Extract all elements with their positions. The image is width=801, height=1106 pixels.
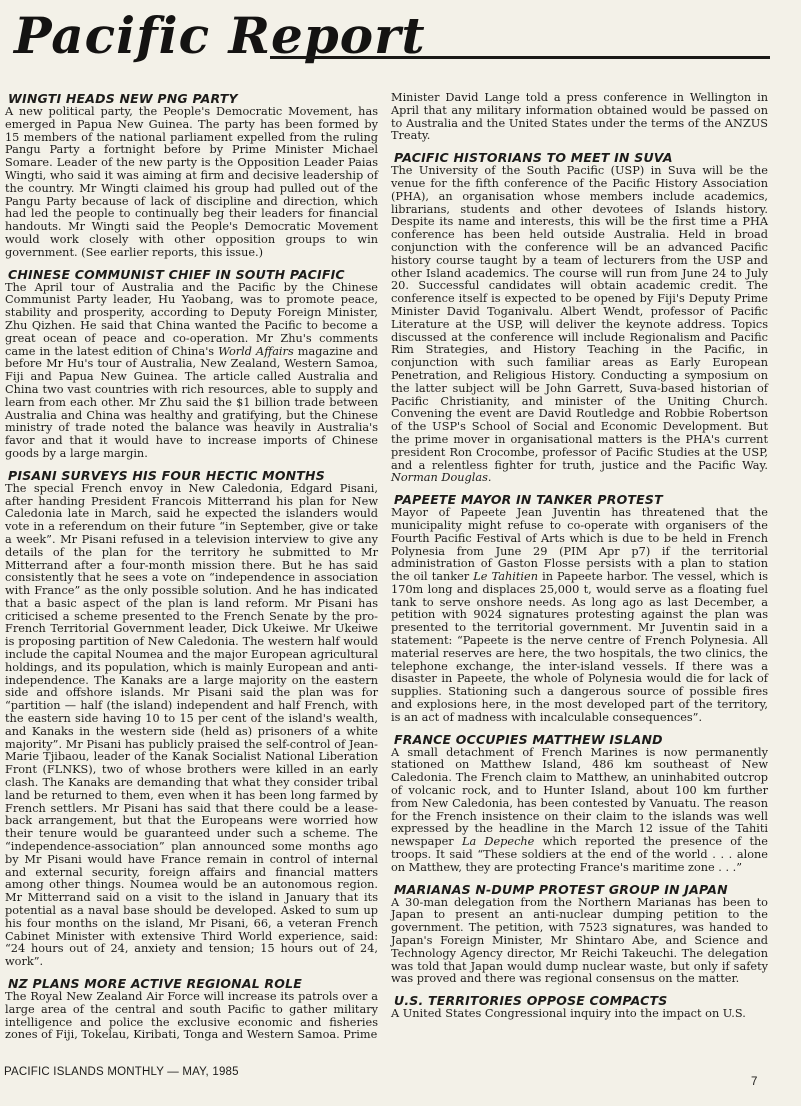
masthead-rule [270, 56, 770, 59]
body-matthew-em: La Depeche [461, 835, 535, 849]
story-nz [5, 977, 378, 1042]
body-papeete-part2: in Papeete harbor. The vessel, which is 170m long and displaces 25,000 t, would serve as a floating fuel tank to serve onshore needs. As long ago as last December, a petition with 9024 signatures protesting against the plan was presented to the territorial government. Mr Juventin said in a statement: “Papeete is the nerve centre of French Polynesia. All material reserves are here, the two hospitals, the two clinics, the telephone exchange, the inter-island vessels. If there was a disaster in Papeete, the whole of Polynesia would die for lack of supplies. Stationing such a dangerous source of possible fires and explosions here, in the most developed part of the territory, is an act of madness with incalculable consequences”. [391, 570, 768, 724]
masthead [10, 2, 770, 74]
right-column [391, 92, 768, 1029]
page-number: 7 [751, 1076, 758, 1088]
masthead-title: Pacific Report [14, 6, 426, 65]
body-historians [391, 165, 768, 485]
body-chinese-part2: magazine and before Mr Hu's tour of Australia, New Zealand, Western Samoa, Fiji and Papua New Guinea. The article called Australia and China two vast countries with rich resources, able to supply and learn from each other. Mr Zhu said the $1 billion trade between Australia and China was healthy and gratifying, but the Chinese ministry of trade noted the balance was heavily in Australia's favor and that it would have to increase imports of Chinese goods by a large margin. [5, 344, 378, 460]
body-pisani: The special French envoy in New Caledonia, Edgard Pisani, after handing President Francois Mitterrand his plan for New Caledonia late in March, said he expected the islanders would vote in a referendum on their future “in September, give or take a week”. Mr Pisani refused in a television interview to give any details of the plan for the territory he submitted to Mr Mitterrand after a four-month mission there. But he has said consistently that he sees a vote on “independence in association with France” as the only possible solution. And he has indicated that a basic aspect of the plan is land reform. Mr Pisani has criticised a scheme presented to the French Senate by the pro-French Territorial Government leader, Dick Ukeiwe. Mr Ukeiwe is proposing partition of New Caledonia. The western half would include the capital Noumea and the major European agricultural holdings, and its population, which is mainly European and anti-independence. The Kanaks are a large majority on the eastern side and offshore islands. Mr Pisani said the plan was for “partition — half (the island) independent and half French, with the eastern side having 10 to 15 per cent of the island's wealth, and Kanaks in the western side (held as) prisoners of a white majority”. Mr Pisani has publicly praised the self-control of Jean-Marie Tjibaou, leader of the Kanak Socialist National Liberation Front (FLNKS), two of whose brothers were killed in an early clash. The Kanaks are demanding that what they consider tribal land be returned to them, even when it has been long farmed by French settlers. Mr Pisani has said that there could be a lease-back arrangement, but that the Europeans were worried how their tenure would be guaranteed under such a scheme. The “independence-association” plan announced some months ago by Mr Pisani would have France remain in control of internal and external security, foreign affairs and financial matters among other things. Noumea would be an autonomous region. Mr Mitterrand said on a visit to the island in January that its potential as a naval base should be developed. Asked to sum up his four months on the island, Mr Pisani, 66, a veteran French Cabinet Minister with extensive Third World experience, said: “24 hours out of 24, anxiety and tension; 15 hours out of 24, work”. [5, 481, 378, 969]
headline-wingti: WINGTI HEADS NEW PNG PARTY [8, 91, 238, 106]
body-wingti: A new political party, the People's Democratic Movement, has emerged in Papua New Guinea. The party has been formed by 15 members of the national parliament expelled from the ruling Pangu Party a fortnight before by Prime Minister Michael Somare. Leader of the new party is the Opposition Leader Paias Wingti, who said it was aiming at firm and decisive leadership of the country. Mr Wingti claimed his group had pulled out of the Pangu Party because of lack of discipline and direction, which had led the people to continually beg their leaders for financial handouts. Mr Wingti said the People's Democratic Movement would work closely with other opposition groups to win government. (See earlier reports, this issue.) [5, 105, 378, 259]
headline-papeete: PAPEETE MAYOR IN TANKER PROTEST [394, 492, 663, 508]
body-historians-byline: Norman Douglas. [391, 471, 492, 485]
body-nz: The Royal New Zealand Air Force will increase its patrols over a large area of the central and south Pacific to gather military intelligence and police the exclusive economic and fisheries zones of Fiji, Tokelau, Kiribati, Tonga and Western Samoa. Prime [5, 990, 378, 1042]
story-us [391, 994, 768, 1021]
story-chinese [5, 268, 378, 461]
left-column [5, 92, 378, 1050]
body-chinese-em: World Affairs [218, 344, 294, 358]
story-pisani [5, 469, 378, 969]
body-matthew [391, 747, 768, 875]
body-marianas: A 30-man delegation from the Northern Marianas has been to Japan to present an anti-nuclear dumping petition to the government. The petition, with 7523 signatures, was handed to Japan's Foreign Minister, Mr Shintaro Abe, and Science and Technology Agency director, Mr Reichi Takeuchi. The delegation was told that Japan would dump nuclear waste, but only if safety was proved and there was regional consensus on the matter. [391, 895, 768, 986]
body-papeete-part1: Mayor of Papeete Jean Juventin has threatened that the municipality might refuse to co-operate with organisers of the Fourth Pacific Festival of Arts which is due to be held in French Polynesia from June 29 (PIM Apr p7) if the territorial administration of Gaston Flosse persists with a plan to station the oil tanker [391, 506, 768, 584]
body-matthew-part2: which reported the presence of the troops. It said “These soldiers at the end of the world . . . alone on Matthew, they are protecting France's maritime zone . . .” [391, 835, 768, 874]
body-nz-continued: Minister David Lange told a press conference in Wellington in April that any military information obtained would be passed on to Australia and the United States under the terms of the ANZUS Treaty. [391, 91, 768, 143]
headline-marianas: MARIANAS N-DUMP PROTEST GROUP IN JAPAN [394, 881, 728, 897]
body-papeete-em: Le Tahitien [473, 570, 538, 584]
body-matthew-part1: A small detachment of French Marines is now permanently stationed on Matthew Island, 486 km southeast of New Caledonia. The French claim to Matthew, an uninhabited outcrop of volcanic rock, and to Hunter Island, about 100 km further from New Caledonia, has been contested by Vanuatu. The reason for the French insistence on their claim to the islands was well expressed by the headline in the March 12 issue of the Tahiti newspaper [391, 745, 768, 849]
headline-historians: PACIFIC HISTORIANS TO MEET IN SUVA [394, 150, 673, 166]
story-historians [391, 151, 768, 485]
story-marianas [391, 883, 768, 987]
headline-nz: NZ PLANS MORE ACTIVE REGIONAL ROLE [8, 976, 302, 991]
footer-publication: PACIFIC ISLANDS MONTHLY — MAY, 1985 [4, 1066, 239, 1078]
story-papeete [391, 493, 768, 725]
story-wingti [5, 92, 378, 260]
body-us: A United States Congressional inquiry into the impact on U.S. [391, 1007, 746, 1021]
headline-matthew: FRANCE OCCUPIES MATTHEW ISLAND [394, 731, 663, 747]
headline-chinese: CHINESE COMMUNIST CHIEF IN SOUTH PACIFIC [8, 266, 345, 282]
body-historians-part1: The University of the South Pacific (USP) in Suva will be the venue for the fifth conference of the Pacific History Association (PHA), an organisation whose members include academics, librarians, students and other devotees of Islands history. Despite its name and interests, this will be the first time a PHA conference has been held outside Australia. Held in broad conjunction with the conference will be an advanced Pacific history course taught by a team of lecturers from the USP and other Island academics. The course will run from June 24 to July 20. Successful candidates will obtain academic credit. The conference itself is expected to be opened by Fiji's Deputy Prime Minister David Toganivalu. Albert Wendt, professor of Pacific Literature at the USP, will deliver the keynote address. Topics discussed at the conference will include Regionalism and Pacific Rim Strategies, and History Teaching in the Pacific, in conjunction with such familiar areas as Early European Penetration, and Religious History. Conducting a symposium on the latter subject will be John Garrett, Suva-based historian of Pacific Christianity, and minister of the Uniting Church. Convening the event are David Routledge and Robbie Robertson of the USP's School of Social and Economic Development. But the prime mover in organisational matters is the PHA's current president Ron Crocombe, professor of Pacific Studies at the USP, and a relentless fighter for truth, justice and the Pacific Way. [391, 164, 768, 472]
story-matthew [391, 733, 768, 875]
headline-pisani: PISANI SURVEYS HIS FOUR HECTIC MONTHS [8, 467, 325, 483]
body-chinese [5, 282, 378, 461]
headline-us: U.S. TERRITORIES OPPOSE COMPACTS [394, 993, 668, 1009]
body-papeete [391, 507, 768, 725]
story-nz-continued [391, 92, 768, 143]
body-chinese-part1: The April tour of Australia and the Pacific by the Chinese Communist Party leader, Hu Yaobang, was to promote peace, stability and prosperity, according to Deputy Foreign Minister, Zhu Qizhen. He said that China wanted the Pacific to become a great ocean of peace and co-operation. Mr Zhu's comments came in the latest edition of China's [5, 280, 378, 358]
